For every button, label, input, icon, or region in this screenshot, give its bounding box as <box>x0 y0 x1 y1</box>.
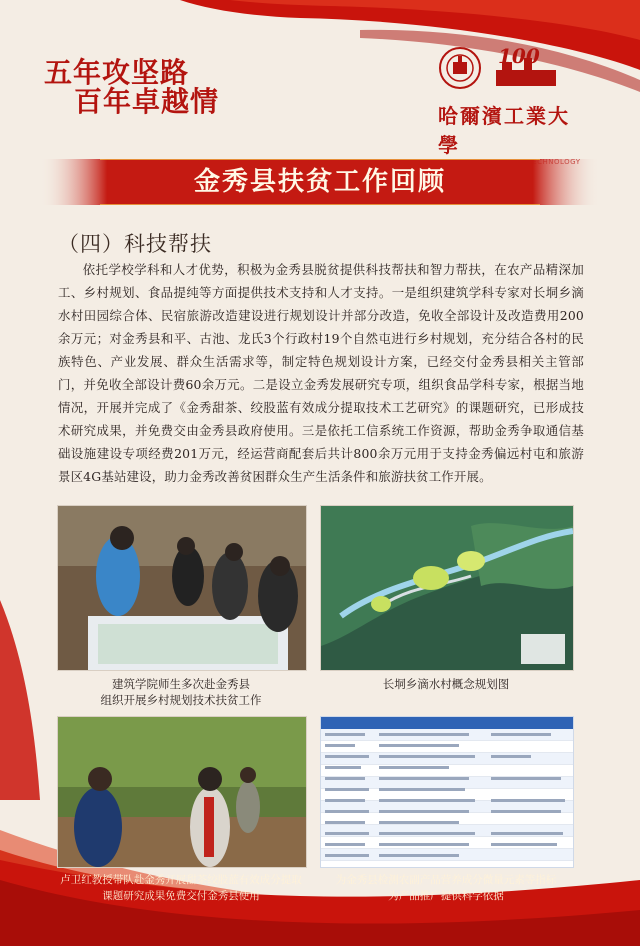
banner-title: 金秀县扶贫工作回顾 <box>193 167 446 197</box>
left-red-edge <box>0 600 40 800</box>
photo-concept-map <box>320 505 574 671</box>
logo-name-cn: 哈爾濱工業大學 <box>438 104 570 157</box>
slogan-line1: 五年攻坚路 <box>44 56 190 89</box>
logo-badge: 100 <box>498 44 540 68</box>
photo-field-research <box>57 716 307 868</box>
caption-photo-1 <box>57 676 305 708</box>
table-rows <box>321 729 573 868</box>
caption-photo-3-line2: 课题研究成果免费交付金秀县使用 <box>102 890 260 902</box>
table-header-bar <box>321 717 573 729</box>
section-heading: （四）科技帮扶 <box>58 232 212 256</box>
caption-photo-3 <box>57 872 305 904</box>
caption-photo-3-line1: 卢卫红教授带队赴金秀开展甜茶绞股蓝有效成分提取 <box>60 874 302 886</box>
body-paragraph: 依托学校学科和人才优势，积极为金秀县脱贫提供科技帮扶和智力帮扶，在农产品精深加工、乡村规划、食品提纯等方面提供技术支持和人才支持。一是组织建筑学科专家对长垌乡滴水村田园综合体、民宿旅游改造建设进行规划设计并部分改造，免收全部设计及改造费用200余万元；对金秀县和平、古池、龙氏3个行政村19个自然屯进行乡村规划，充分结合各村的民族特色、产业发展、群众生活需求等，制定特色规划设计方案，已经交付金秀县相关主管部门，并免收全部设计费60余万元。二是设立金秀发展研究专项，组织食品学科专家，根据当地情况，开展并完成了《金秀甜茶、绞股蓝有效成分提取技术工艺研究》的课题研究，已形成技术研究成果，并免费交由金秀县政府使用。三是依托工信系统工作资源，帮助金秀争取通信基础设施建设专项经费201万元，经运营商配套后共计800余万元用于支持金秀偏远村屯和旅游景区4G基站建设，助力金秀改善贫困群众生产生活条件和旅游扶贫工作开展。 <box>58 262 584 484</box>
photo-nutrition-table <box>320 716 574 868</box>
caption-photo-2-line1: 长垌乡滴水村概念规划图 <box>382 677 510 691</box>
university-logo <box>438 46 588 166</box>
caption-photo-4-line1: 为金秀县检测农副产品营养成分微量元素等指标 <box>335 874 557 886</box>
caption-photo-4-line2: 为产品推广提供科学依据 <box>388 890 504 902</box>
slogan <box>44 58 219 117</box>
caption-photo-4 <box>320 872 572 904</box>
caption-photo-1-line2: 组织开展乡村规划技术扶贫工作 <box>100 693 262 707</box>
slogan-line2: 百年卓越情 <box>74 85 220 119</box>
caption-photo-2 <box>320 676 572 692</box>
photo-planning-team <box>57 505 307 671</box>
title-banner <box>40 155 600 209</box>
caption-photo-1-line1: 建筑学院师生多次赴金秀县 <box>112 677 250 691</box>
